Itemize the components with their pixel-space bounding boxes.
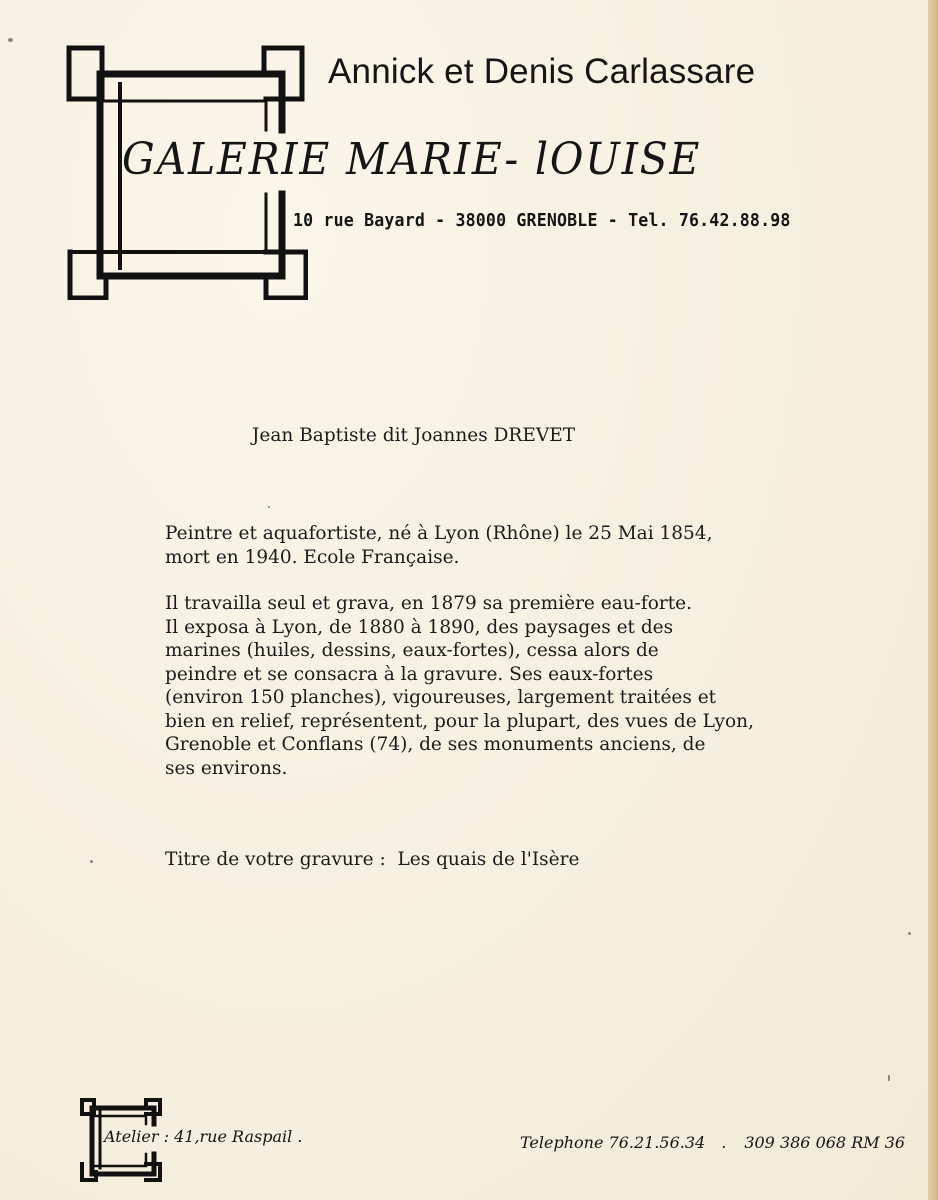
text-line: marines (huiles, dessins, eaux-fortes), cessa alors de	[165, 640, 659, 661]
paper-speck	[90, 860, 93, 863]
atelier-address: Atelier : 41,rue Raspail .	[104, 1127, 303, 1146]
engraving-title-line	[165, 848, 579, 872]
engraving-title: Les quais de l'Isère	[397, 849, 580, 870]
text-line: ses environs.	[165, 757, 288, 779]
gallery-address: 10 rue Bayard - 38000 GRENOBLE - Tel. 76.42.88.98	[293, 210, 791, 231]
text-line: (environ 150 planches), vigoureuses, largement traitées et	[165, 687, 717, 708]
text-line: Il travailla seul et grava, en 1879 sa première eau-forte.	[165, 593, 692, 614]
text-line: Il exposa à Lyon, de 1880 à 1890, des paysages et des	[165, 616, 674, 638]
paper-speck	[888, 1075, 890, 1081]
footer-registration: 309 386 068 RM 36	[744, 1133, 906, 1152]
paper-edge	[928, 0, 938, 1200]
footer-telephone: Telephone 76.21.56.34	[520, 1133, 706, 1152]
text-line: Peintre et aquafortiste, né à Lyon (Rhône) le 25 Mai 1854,	[165, 523, 713, 544]
text-line: Grenoble et Conflans (74), de ses monuments anciens, de	[165, 734, 706, 755]
text-line: mort en 1940. Ecole Française.	[165, 546, 460, 568]
gallery-owners: Annick et Denis Carlassare	[328, 52, 756, 91]
paper-speck	[908, 932, 911, 935]
footer-separator: .	[721, 1133, 727, 1152]
gallery-name: GALERIE MARIE- lOUISE	[122, 134, 702, 185]
artist-name: Jean Baptiste dit Joannes DREVET	[252, 425, 576, 446]
text-line: peindre et se consacra à la gravure. Ses eaux-fortes	[165, 663, 654, 685]
paper-speck	[8, 38, 13, 42]
paper-speck	[268, 506, 270, 508]
text-line: bien en relief, représentent, pour la plupart, des vues de Lyon,	[165, 710, 754, 732]
footer-contact	[520, 1133, 905, 1152]
biography-paragraph-2	[165, 592, 754, 780]
engraving-label: Titre de votre gravure :	[165, 849, 386, 870]
biography-paragraph-1	[165, 522, 712, 569]
